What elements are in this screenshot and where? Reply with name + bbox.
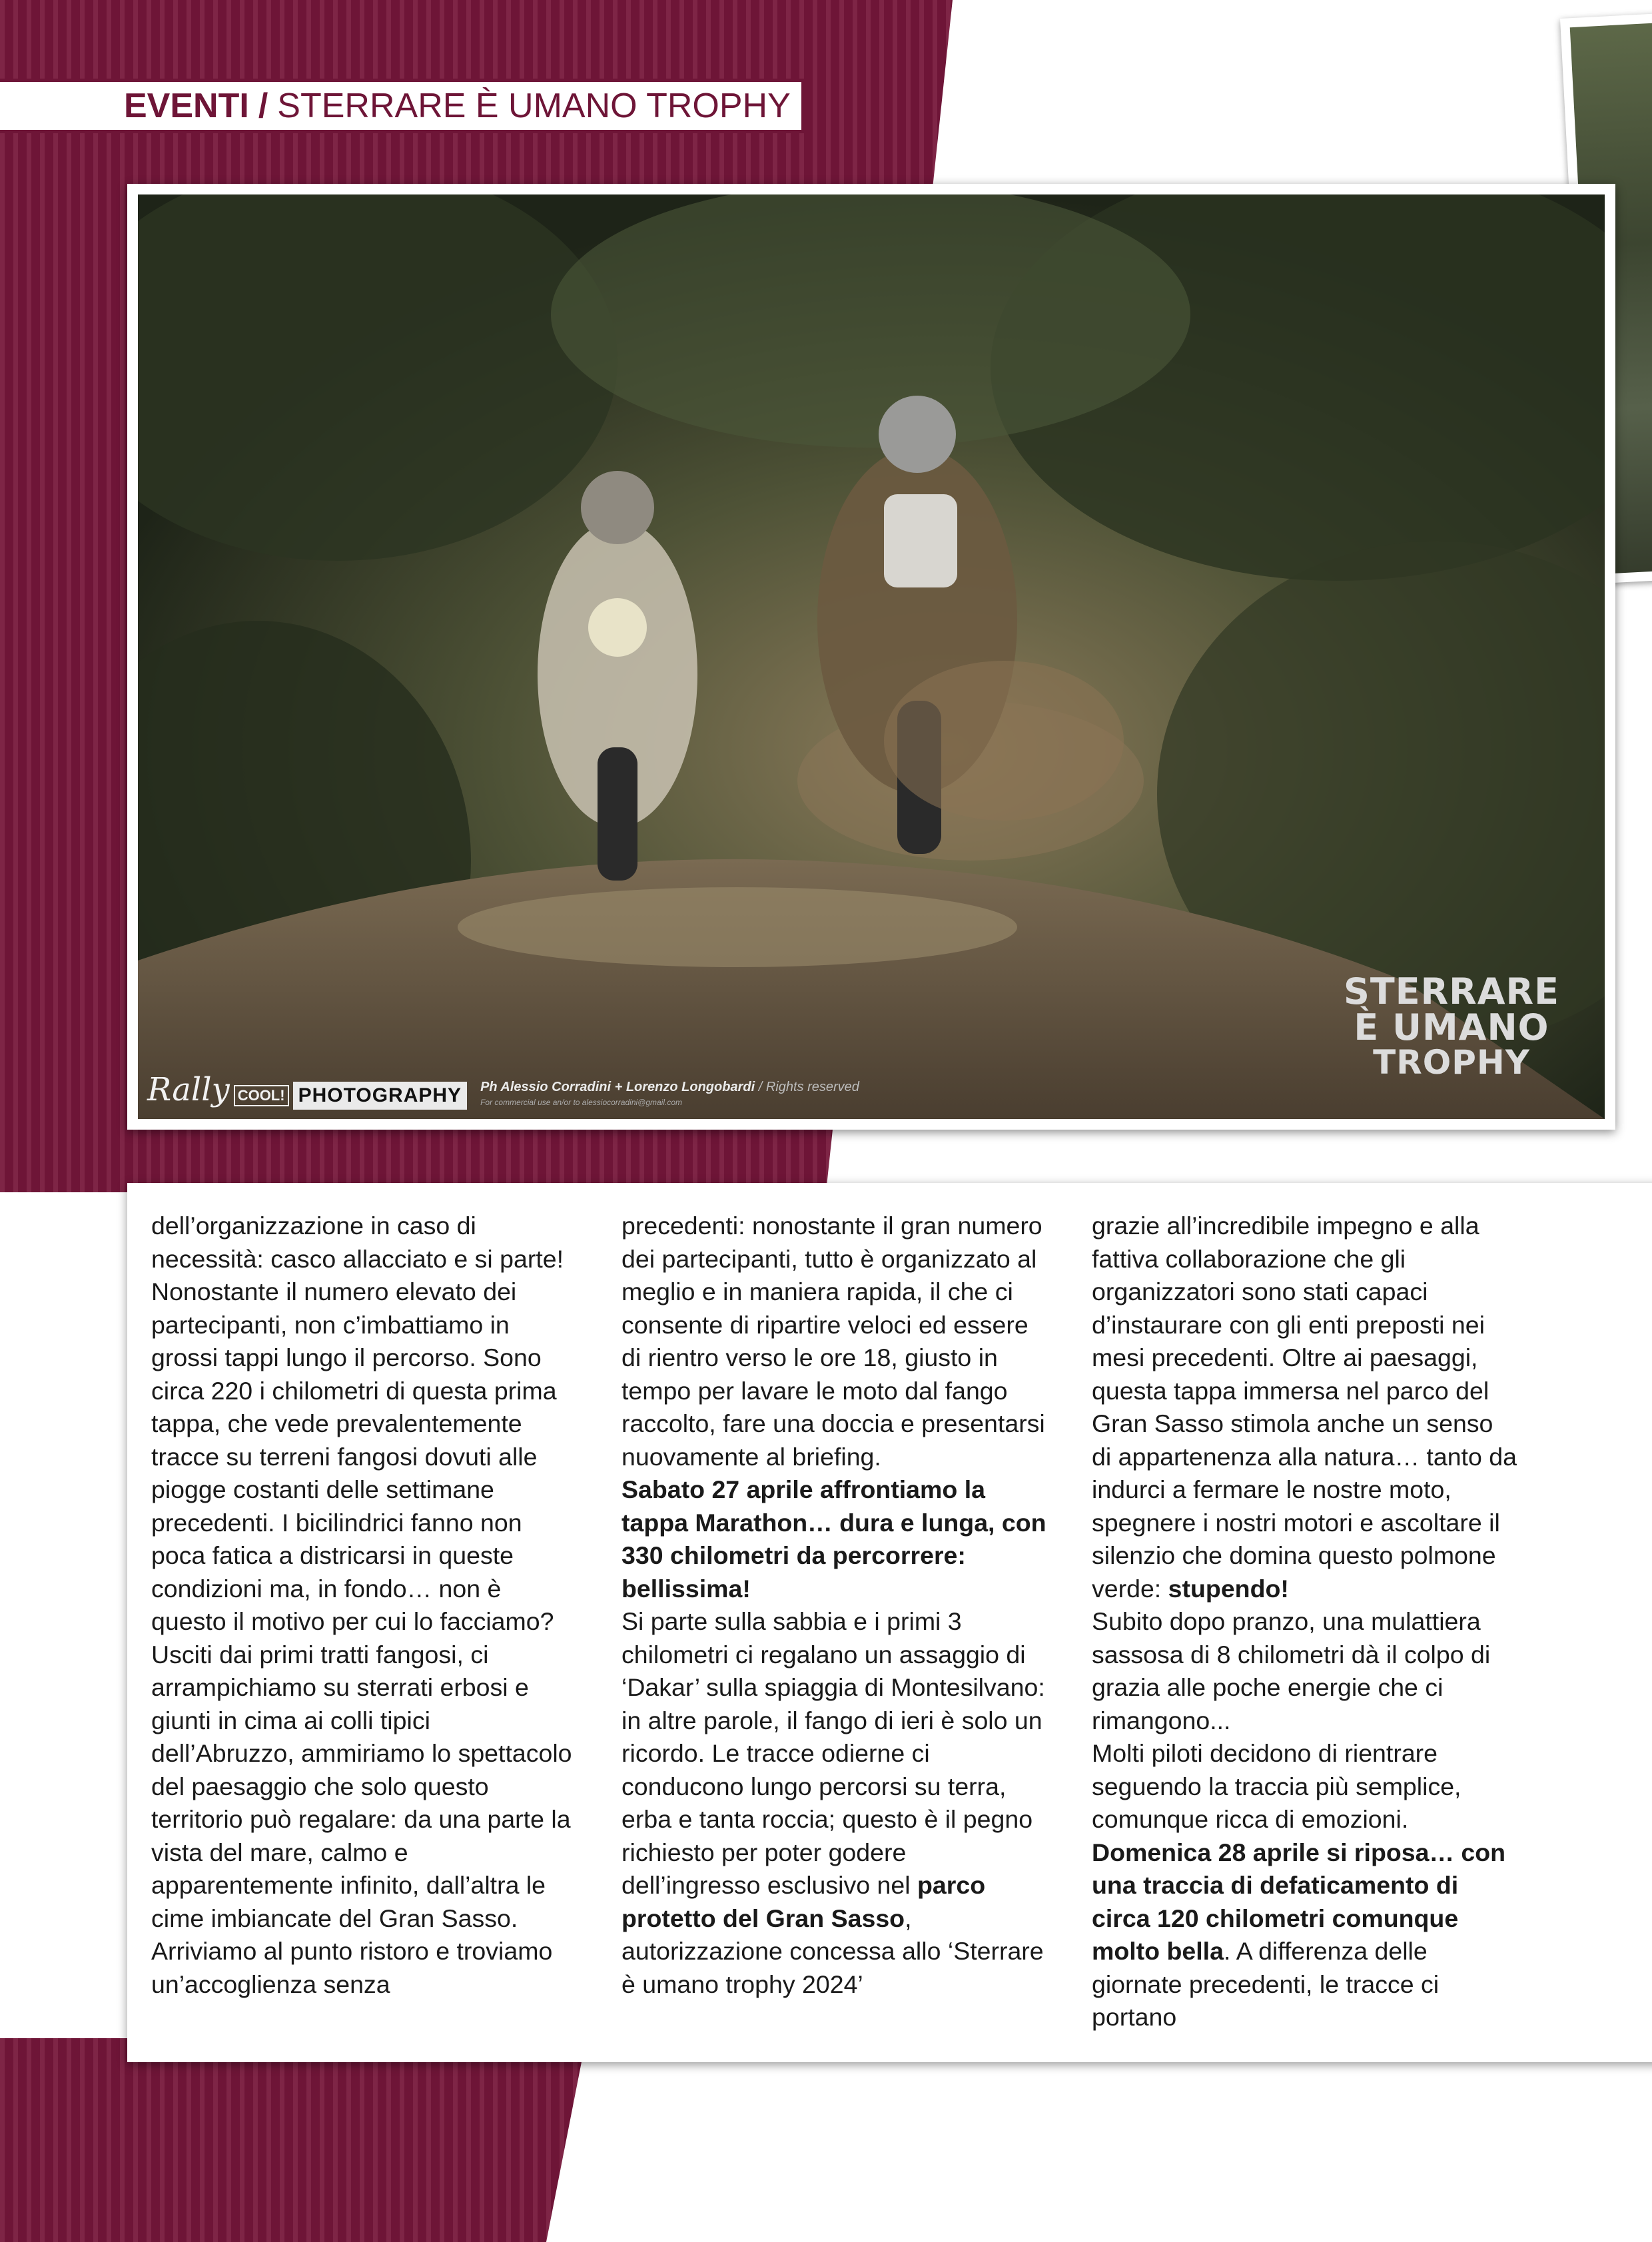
paragraph: Molti piloti decidono di rientrare seguendo la traccia più semplice, comunque ricca di emozioni.	[1092, 1739, 1461, 1833]
photographer-names: Ph Alessio Corradini + Lorenzo Longobardi / Rights reserved	[480, 1080, 859, 1094]
paragraph: Si parte sulla sabbia e i primi 3 chilometri ci regalano un assaggio di ‘Dakar’ sulla spiaggia di Montesilvano: in altre parole, il fango di ieri è solo un ricordo. Le tracce odierne ci conducono lungo percorsi su terra, erba e tanta roccia; questo è il pegno richiesto per poter godere dell’ingresso esclusivo nel parco protetto del Gran Sasso, autorizzazione concessa allo ‘Sterrare è umano trophy 2024’	[621, 1607, 1045, 1998]
section-header	[0, 79, 805, 133]
paragraph: precedenti: nonostante il gran numero dei partecipanti, tutto è organizzato al meglio e in maniera rapida, il che ci consente di ripartire veloci ed essere di rientro verso le ore 18, giusto in tempo per lavare le moto dal fango raccolto, fare una doccia e presentarsi nuovamente al briefing.	[621, 1212, 1045, 1471]
article-column-3	[1092, 1210, 1518, 2034]
credit-contact: For commercial use an/or to alessiocorradini@gmail.com	[480, 1098, 683, 1107]
paragraph: grazie all’incredibile impegno e alla fattiva collaborazione che gli organizzatori sono stati capaci d’instaurare con gli enti preposti nei mesi precedenti. Oltre ai paesaggi, questa tappa immersa nel parco del Gran Sasso stimola anche un senso di appartenenza alla natura… tanto da indurci a fermare le nostre moto, spegnere i nostri motori e ascoltare il silenzio che domina questo polmone verde: stupendo!	[1092, 1212, 1517, 1603]
main-photo-frame	[127, 184, 1615, 1130]
paragraph: Domenica 28 aprile si riposa… con una traccia di defaticamento di circa 120 chilometri comunque molto bella. A differenza delle giornate precedenti, le tracce ci portano	[1092, 1838, 1506, 2031]
photo-credit	[147, 1070, 859, 1110]
article-column-1	[151, 1210, 578, 2001]
section-topic: STERRARE È UMANO TROPHY	[277, 87, 791, 125]
bottom-maroon-band	[0, 2038, 586, 2242]
section-separator: /	[258, 87, 268, 125]
photo-credit-text	[480, 1080, 859, 1110]
paragraph: Usciti dai primi tratti fangosi, ci arrampichiamo su sterrati erbosi e giunti in cima ai colli tipici dell’Abruzzo, ammiriamo lo spettacolo del paesaggio che solo questo territorio può regalare: da una parte la vista del mare, calmo e apparentemente infinito, dall’altra le cime imbiancate del Gran Sasso. Arriviamo al punto ristoro e troviamo un’accoglienza senza	[151, 1640, 572, 1998]
event-watermark-logo: STERRARE È UMANO TROPHY	[1343, 970, 1560, 1082]
paragraph: dell’organizzazione in caso di necessità: casco allacciato e si parte! Nonostante il numero elevato dei partecipanti, non c’imbattiamo in grossi tappi lungo il percorso. Sono circa 220 i chilometri di questa prima tappa, che vede prevalentemente tracce su terreni fangosi dovuti alle piogge costanti delle settimane precedenti. I bicilindrici fanno non poca fatica a districarsi in queste condizioni ma, in fondo… non è questo il motivo per cui lo facciamo?	[151, 1212, 564, 1635]
rallycool-logo: Rally COOL! PHOTOGRAPHY	[147, 1070, 467, 1110]
main-photo	[138, 194, 1605, 1119]
article-panel	[127, 1183, 1652, 2062]
paragraph-highlight: Sabato 27 aprile affrontiamo la tappa Marathon… dura e lunga, con 330 chilometri da percorrere: bellissima!	[621, 1475, 1046, 1603]
paragraph: Subito dopo pranzo, una mulattiera sassosa di 8 chilometri dà il colpo di grazia alle poche energie che ci rimangono...	[1092, 1607, 1491, 1734]
article-column-2	[621, 1210, 1048, 2001]
section-name: EVENTI	[124, 87, 249, 125]
